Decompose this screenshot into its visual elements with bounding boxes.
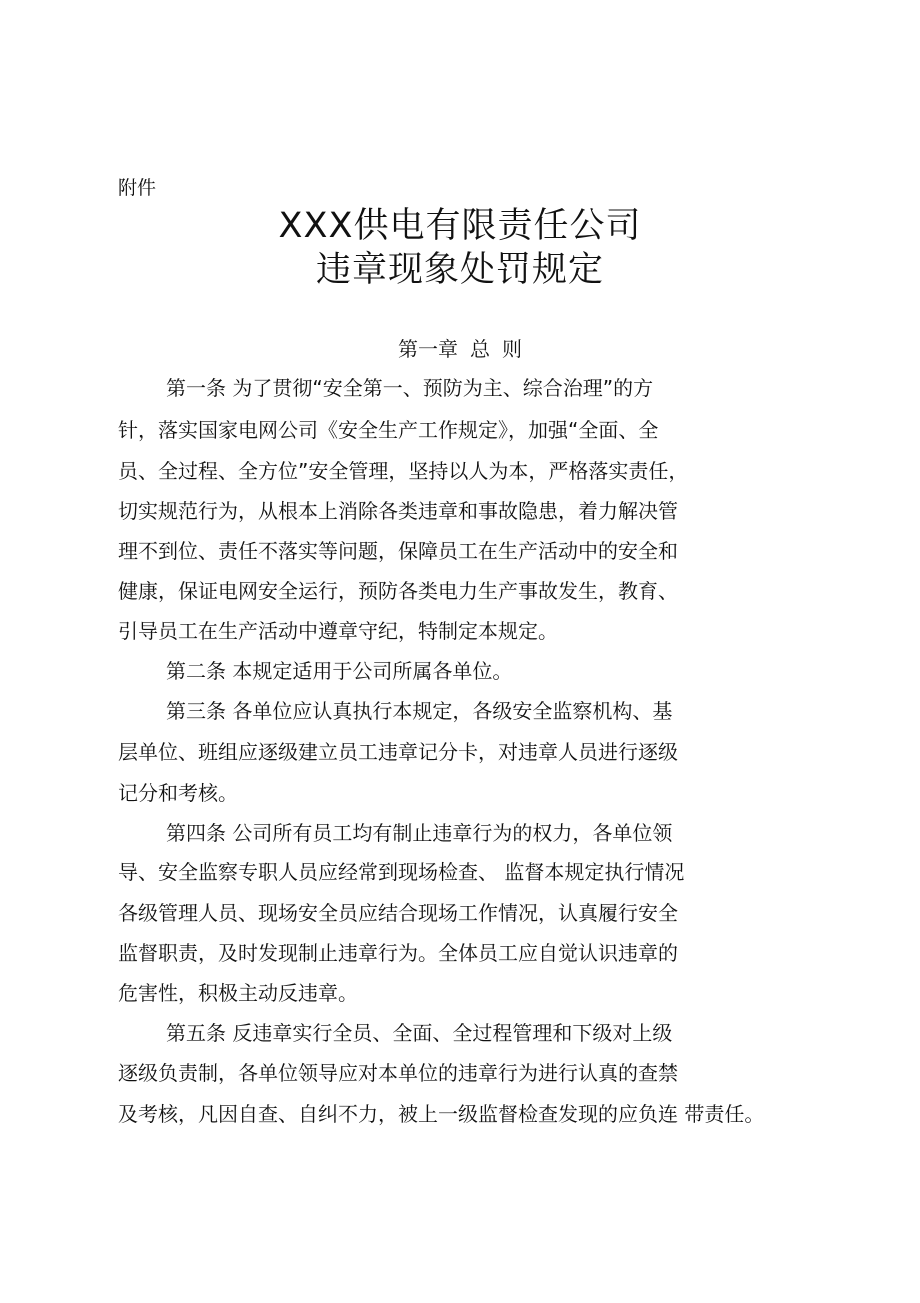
article-1-line: 理不到位、责任不落实等问题，保障员工在生产活动中的安全和	[118, 539, 678, 563]
article-1-line: 切实规范行为，从根本上消除各类违章和事故隐患，着力解决管	[118, 499, 678, 523]
attachment-label: 附件	[118, 177, 157, 199]
article-3-line: 层单位、班组应逐级建立员工违章记分卡，对违章人员进行逐级	[118, 740, 678, 764]
article-5-line: 第五条 反违章实行全员、全面、全过程管理和下级对上级	[166, 1021, 673, 1045]
chapter-title-part-2: 则	[502, 337, 522, 361]
article-1-line: 引导员工在生产活动中遵章守纪，特制定本规定。	[118, 619, 558, 643]
article-3-line: 第三条 各单位应认真执行本规定，各级安全监察机构、基	[166, 699, 673, 723]
article-4-line: 各级管理人员、现场安全员应结合现场工作情况，认真履行安全	[118, 901, 678, 925]
document-title-line-1: XXX供电有限责任公司	[278, 206, 642, 246]
chapter-number: 第一章	[398, 337, 458, 361]
chapter-heading	[0, 334, 920, 364]
article-4-line: 导、安全监察专职人员应经常到现场检查、 监督本规定执行情况	[118, 860, 685, 884]
article-4-line: 监督职责，及时发现制止违章行为。全体员工应自觉认识违章的	[118, 941, 678, 965]
chapter-title-part-1: 总	[470, 337, 490, 361]
article-1-line: 第一条 为了贯彻“安全第一、预防为主、综合治理”的方	[166, 376, 654, 400]
article-2-line: 第二条 本规定适用于公司所属各单位。	[166, 659, 513, 683]
article-1-line: 员、全过程、全方位”安全管理，坚持以人为本，严格落实责任，	[118, 459, 689, 483]
article-5-line: 逐级负责制，各单位领导应对本单位的违章行为进行认真的查禁	[118, 1061, 678, 1085]
article-5-line: 及考核，凡因自查、自纠不力，被上一级监督检查发现的应负连 带责任。	[118, 1102, 765, 1126]
article-3-line: 记分和考核。	[118, 781, 238, 805]
article-1-line: 健康，保证电网安全运行，预防各类电力生产事故发生，教育、	[118, 579, 678, 603]
article-4-line: 危害性，积极主动反违章。	[118, 981, 358, 1005]
document-title-line-2: 违章现象处罚规定	[315, 250, 604, 290]
article-1-line: 针，落实国家电网公司《安全生产工作规定》，加强“全面、全	[118, 418, 659, 442]
article-4-line: 第四条 公司所有员工均有制止违章行为的权力，各单位领	[166, 821, 673, 845]
